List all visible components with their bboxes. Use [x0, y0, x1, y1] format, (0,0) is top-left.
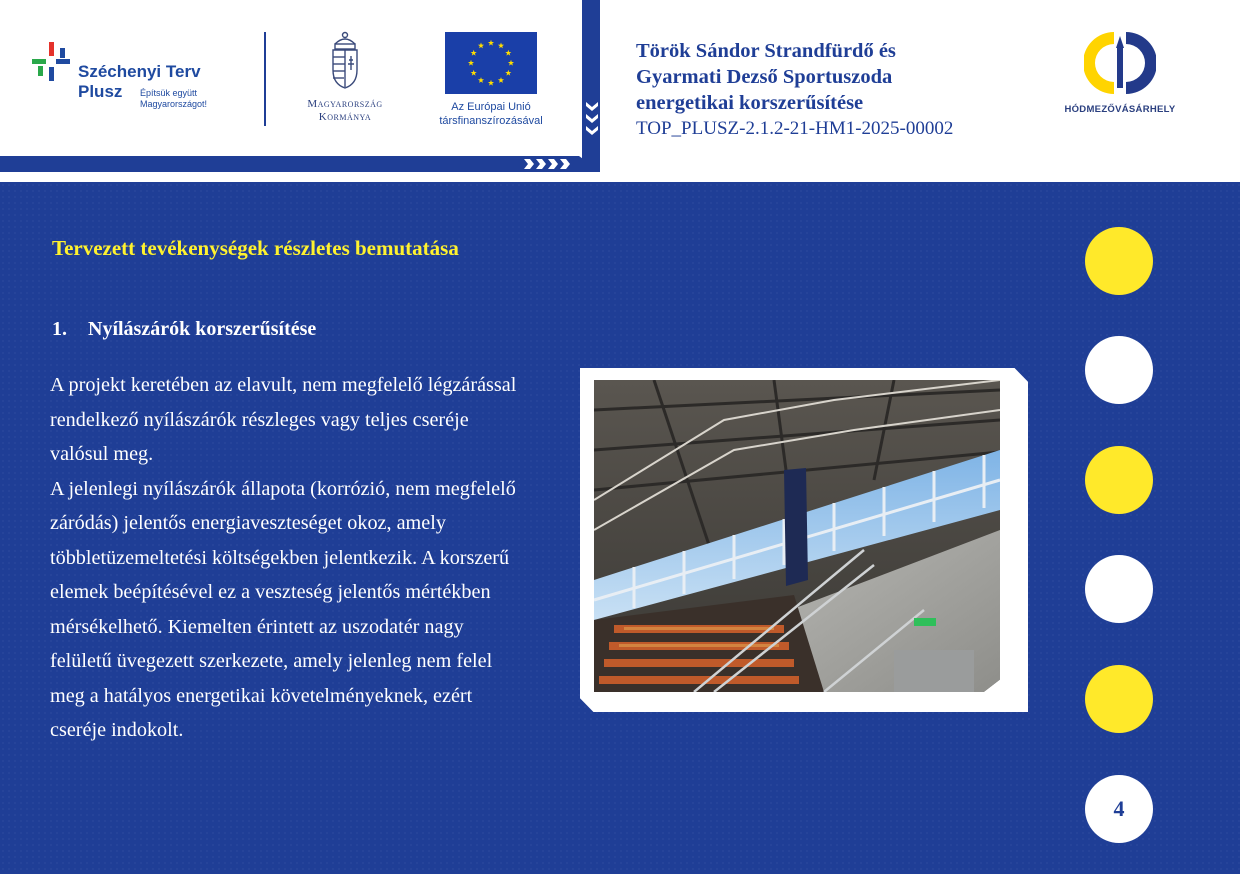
- hungarian-coat-of-arms-icon: [327, 30, 363, 92]
- szechenyi-plusz: Plusz: [78, 82, 123, 101]
- slogan-line2: Magyarországot!: [140, 99, 208, 109]
- eu-star: [468, 60, 474, 66]
- item-title: Nyílászárók korszerűsítése: [88, 318, 317, 340]
- project-code: TOP_PLUSZ-2.1.2-21-HM1-2025-00002: [636, 118, 954, 139]
- header-vertical-stripe: [582, 0, 600, 172]
- header-bottom-stripe: [0, 156, 600, 172]
- decor-dot-3: [1085, 446, 1153, 514]
- project-title-line3: energetikai korszerűsítése: [636, 92, 864, 114]
- eu-star: [498, 42, 504, 48]
- decor-dot-4: [1085, 555, 1153, 623]
- eu-star: [488, 40, 494, 46]
- decor-dot-2: [1085, 336, 1153, 404]
- eu-star: [471, 70, 477, 76]
- eu-star: [488, 80, 494, 86]
- decor-dot-5: [1085, 665, 1153, 733]
- eu-star: [505, 70, 511, 76]
- page-header: [0, 0, 1240, 182]
- eu-line2: társfinanszírozásával: [439, 115, 543, 127]
- szechenyi-cross-icon: [30, 40, 74, 86]
- szechenyi-title: Széchenyi Terv: [78, 62, 201, 81]
- szechenyi-slogan: [140, 88, 250, 110]
- eu-star: [471, 50, 477, 56]
- eu-cofinancing-logo: [424, 30, 564, 130]
- chevron-strip-icon: [522, 156, 582, 172]
- eu-star: [498, 77, 504, 83]
- section-title: Tervezett tevékenységek részletes bemutatása: [52, 236, 459, 260]
- page-number: 4: [1085, 775, 1153, 843]
- decor-dot-1: [1085, 227, 1153, 295]
- szechenyi-terv-logo: [30, 40, 240, 120]
- eu-caption: [424, 100, 558, 128]
- indoor-pool-photo: [594, 380, 1000, 692]
- kormany-caption: [285, 98, 405, 124]
- main-content: [0, 182, 1240, 874]
- eu-line1: Az Európai Unió: [451, 101, 531, 113]
- eu-star: [505, 50, 511, 56]
- eu-star: [508, 60, 514, 66]
- item-number: 1.: [52, 318, 67, 340]
- slogan-line1: Építsük együtt: [140, 88, 198, 98]
- kormany-line1: Magyarország: [307, 98, 383, 110]
- eu-flag-icon: [445, 32, 537, 94]
- vertical-chevron-icon: [585, 100, 599, 140]
- eu-star: [478, 77, 484, 83]
- hodmezovasarhely-logo-icon: [1084, 28, 1156, 100]
- hodmezovasarhely-logo: [1052, 28, 1192, 128]
- photo-frame: [580, 368, 1028, 712]
- project-title-line2: Gyarmati Dezső Sportuszoda: [636, 66, 893, 88]
- project-title-line1: Török Sándor Strandfürdő és: [636, 40, 896, 62]
- item-heading: [52, 318, 316, 341]
- city-name: HÓDMEZŐVÁSÁRHELY: [1064, 104, 1176, 115]
- project-title-block: [636, 38, 1056, 142]
- paragraph-2: A jelenlegi nyílászárók állapota (korrózió, nem megfelelő záródás) jelentős energiaveszteséget okoz, amely többletüzemeltetési költségekben jelentkezik. A korszerű elemek beépítésével ez a veszteség jelentős mértékben mérsékelhető. Kiemelten érintett az uszodatér nagy felületű üvegezett szerkezete, amely jelenleg nem felel meg a hatályos energetikai követelményeknek, ezért cseréje indokolt.: [50, 477, 516, 741]
- eu-star: [478, 42, 484, 48]
- logo-divider: [264, 32, 266, 126]
- paragraph-1: A projekt keretében az elavult, nem megfelelő légzárással rendelkező nyílászárók részleges vagy teljes cseréje valósul meg.: [50, 374, 517, 465]
- kormany-line2: Kormánya: [318, 111, 372, 123]
- photo-illustration: [594, 380, 1000, 692]
- body-text: [50, 368, 530, 748]
- magyarorszag-kormanya-logo: [285, 28, 405, 128]
